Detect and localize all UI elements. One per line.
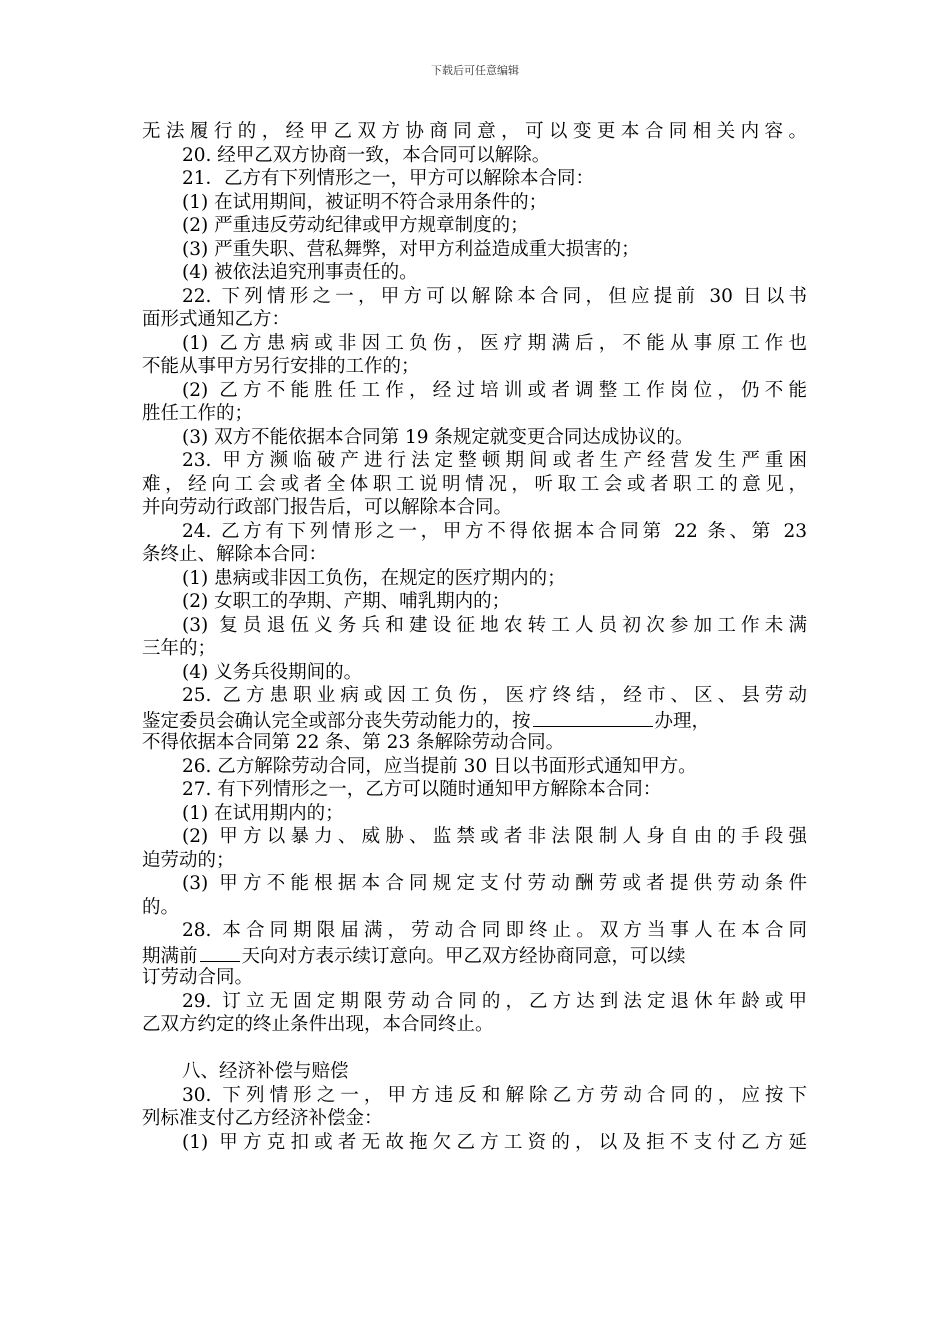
- clause-30: 30. 下列情形之一，甲方违反和解除乙方劳动合同的，应按下: [182, 1084, 807, 1106]
- clause-25: 25. 乙方患职业病或因工负伤，医疗终结，经市、区、县劳动: [182, 685, 807, 706]
- text-line: [142, 708, 807, 732]
- clause-item: (2) 女职工的孕期、产期、哺乳期内的；: [182, 591, 511, 612]
- text-line: 胜任工作的；: [142, 403, 254, 424]
- text-line: 条终止、解除本合同：: [142, 544, 328, 565]
- text-line: 列标准支付乙方经济补偿金：: [142, 1108, 383, 1129]
- text-line: 无法履行的，经甲乙双方协商同意，可以变更本合同相关内容。: [142, 121, 807, 142]
- clause-item: (1) 在试用期内的；: [182, 802, 344, 824]
- clause-item: (3) 甲方不能根据本合同规定支付劳动酬劳或者提供劳动条件: [182, 873, 807, 894]
- clause-item: (4) 被依法追究刑事责任的。: [182, 262, 418, 283]
- clause-item: (2) 乙方不能胜任工作，经过培训或者调整工作岗位，仍不能: [182, 379, 807, 401]
- clause-item: (3) 严重失职、营私舞弊，对甲方利益造成重大损害的；: [182, 238, 640, 260]
- clause-item: (4) 义务兵役期间的。: [182, 661, 363, 683]
- fill-in-blank[interactable]: [533, 708, 653, 727]
- text-line: 三年的；: [142, 638, 217, 659]
- text-line: 乙双方约定的终止条件出现，本合同终止。: [142, 1014, 494, 1035]
- clause-22: 22. 下列情形之一，甲方可以解除本合同，但应提前 30 日以书: [182, 285, 807, 307]
- text-line: 并向劳动行政部门报告后，可以解除本合同。: [142, 497, 513, 518]
- clause-item: (1) 患病或非因工负伤，在规定的医疗期内的；: [182, 567, 566, 589]
- clause-item: (1) 甲方克扣或者无故拖欠乙方工资的，以及拒不支付乙方延: [182, 1131, 807, 1153]
- text-line: 的。: [142, 896, 180, 918]
- text-segment: 办理，: [654, 710, 711, 732]
- clause-24: 24. 乙方有下列情形之一，甲方不得依据本合同第 22 条、第 23: [182, 520, 807, 542]
- section-heading: 八、经济补偿与赔偿: [182, 1061, 349, 1082]
- clause-item: (2) 甲方以暴力、威胁、监禁或者非法限制人身自由的手段强: [182, 826, 807, 847]
- text-segment: 鉴定委员会确认完全或部分丧失劳动能力的，按: [142, 710, 531, 732]
- clause-20: 20. 经甲乙双方协商一致，本合同可以解除。: [182, 144, 551, 166]
- text-line: 难，经向工会或者全体职工说明情况，听取工会或者职工的意见，: [142, 473, 807, 495]
- clause-item: (3) 复员退伍义务兵和建设征地农转工人员初次参加工作未满: [182, 614, 807, 636]
- fill-in-blank[interactable]: [200, 943, 240, 962]
- spacer: [142, 1037, 807, 1061]
- clause-29: 29. 订立无固定期限劳动合同的，乙方达到法定退休年龄或甲: [182, 990, 807, 1012]
- text-line: 面形式通知乙方：: [142, 309, 291, 330]
- clause-26: 26. 乙方解除劳动合同，应当提前 30 日以书面形式通知甲方。: [182, 755, 697, 777]
- page-header-note: 下载后可任意编辑: [431, 64, 519, 77]
- clause-23: 23. 甲方濒临破产进行法定整顿期间或者生产经营发生严重困: [182, 450, 807, 471]
- clause-21: 21．乙方有下列情形之一，甲方可以解除本合同：: [182, 168, 595, 189]
- text-segment: 天向对方表示续订意向。甲乙双方经协商同意，可以续: [241, 945, 686, 967]
- clause-item: (2) 严重违反劳动纪律或甲方规章制度的；: [182, 215, 529, 236]
- text-line: [142, 943, 807, 967]
- text-line: 不能从事甲方另行安排的工作的；: [142, 356, 420, 377]
- text-line: 订劳动合同。: [142, 967, 254, 988]
- clause-27: 27. 有下列情形之一，乙方可以随时通知甲方解除本合同：: [182, 779, 662, 800]
- text-line: 不得依据本合同第 22 条、第 23 条解除劳动合同。: [142, 732, 565, 753]
- clause-item: (1) 乙方患病或非因工负伤，医疗期满后，不能从事原工作也: [182, 332, 807, 354]
- clause-28: 28. 本合同期限届满，劳动合同即终止。双方当事人在本合同: [182, 920, 807, 941]
- text-segment: 期满前: [142, 945, 198, 967]
- clause-item: (1) 在试用期间，被证明不符合录用条件的；: [182, 191, 548, 213]
- clause-item: (3) 双方不能依据本合同第 19 条规定就变更合同达成协议的。: [182, 426, 694, 448]
- contract-body: [142, 120, 807, 1154]
- text-line: 迫劳动的；: [142, 849, 235, 871]
